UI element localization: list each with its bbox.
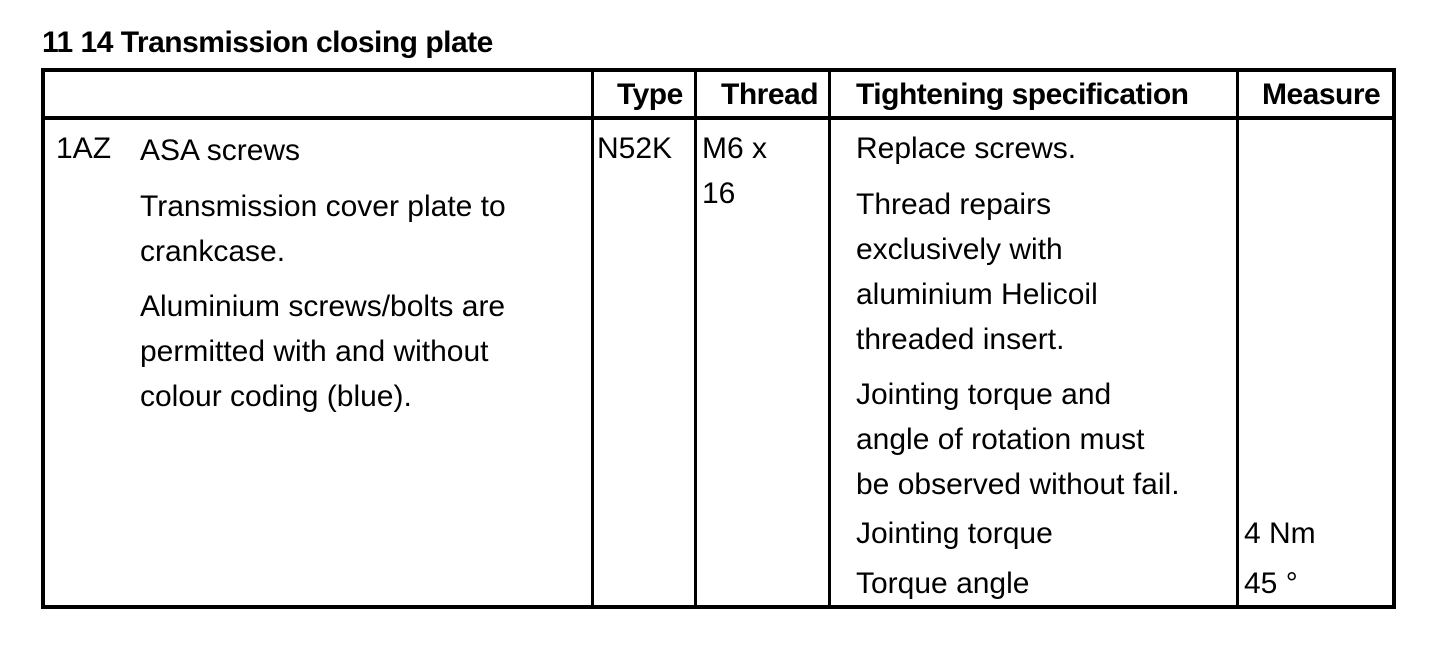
header-tightening-specification: Tightening specification [856, 78, 1189, 111]
header-measure: Measure [1262, 78, 1381, 111]
thread-value: M6 x 16 [702, 132, 768, 210]
header-type: Type [617, 78, 683, 111]
measure-torque-angle: 45 ° [1244, 567, 1298, 600]
row-id: 1AZ [56, 132, 112, 165]
measure-jointing-torque: 4 Nm [1244, 517, 1316, 550]
header-divider [41, 116, 1396, 120]
spec-replace-screws: Replace screws. [856, 132, 1077, 165]
column-divider-measure [1236, 68, 1239, 609]
column-divider-type [591, 68, 594, 609]
page-title: 11 14 Transmission closing plate [42, 26, 493, 59]
spec-jointing-note: Jointing torque and angle of rotation must be observed without fail. [856, 378, 1180, 501]
type-value: N52K [597, 132, 673, 165]
spec-thread-repairs: Thread repairs exclusively with aluminium Helicoil threaded insert. [856, 188, 1098, 356]
spec-torque-angle-label: Torque angle [856, 567, 1030, 600]
description-note: Aluminium screws/bolts are permitted with and without colour coding (blue). [140, 290, 506, 413]
spec-jointing-torque-label: Jointing torque [856, 517, 1053, 550]
column-divider-spec [828, 68, 831, 609]
description-name: ASA screws [140, 134, 301, 167]
header-thread: Thread [721, 78, 819, 111]
column-divider-thread [694, 68, 697, 609]
description-location: Transmission cover plate to crankcase. [140, 190, 506, 268]
